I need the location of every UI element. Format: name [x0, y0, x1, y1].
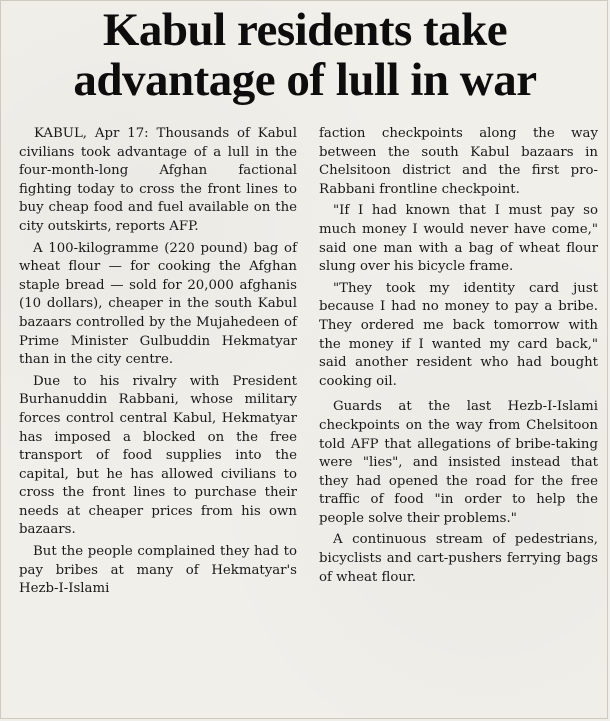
paragraph-continuous-stream: A continuous stream of pedestrians, bicyclists and cart-pushers ferrying bags of wheat flour. — [319, 532, 598, 585]
paragraph-wheat-price: A 100-kilogramme (220 pound) bag of wheat flour — for cooking the Afghan staple bread — sold for 20,000 afghanis (10 dollars), cheaper in the south Kabul bazaars controlled by the Mujahedeen of Prime Minister Gulbuddin Hekmatyar than in the city centre. — [19, 240, 297, 368]
headline-line-1: Kabul residents take — [102, 4, 508, 56]
paragraph-guards: Guards at the last Hezb-I-Islami checkpoints on the way from Chelsitoon told AFP that allegations of bribe-taking were "lies", and insisted instead that they had opened the road for the free traffic of food "in order to help the people solve their problems." — [319, 399, 598, 526]
paragraph-rivalry: Due to his rivalry with President Burhanuddin Rabbani, whose military forces control central Kabul, Hekmatyar has imposed a blocked on the free transport of food supplies into the capital, but he has allowed civilians to cross the front lines to purchase their needs at cheaper prices from his own bazaars. — [19, 373, 297, 538]
article-column-left — [19, 125, 297, 602]
article-headline — [1, 5, 609, 105]
paragraph-checkpoints-continued: faction checkpoints along the way between the south Kabul bazaars in Chelsitoon district and the first pro-Rabbani frontline checkpoint. — [319, 126, 598, 197]
headline-line-2: advantage of lull in war — [73, 54, 537, 106]
paragraph-quote-identity-card: "They took my identity card just because I had no money to pay a bribe. They ordered me back tomorrow with the money if I wanted my card back," said another resident who had bought cooking oil. — [319, 280, 598, 389]
article-column-right — [319, 125, 598, 590]
paragraph-quote-one-man: "If I had known that I must pay so much money I would never have come," said one man with a bag of wheat flour slung over his bicycle frame. — [319, 203, 598, 275]
paragraph-bribes: But the people complained they had to pay bribes at many of Hekmatyar's Hezb-I-Islami — [19, 544, 297, 597]
paragraph-dateline-lead: KABUL, Apr 17: Thousands of Kabul civilians took advantage of a lull in the four-month-long Afghan factional fighting today to cross the front lines to buy cheap food and fuel available on the city outskirts, reports AFP. — [19, 126, 297, 234]
